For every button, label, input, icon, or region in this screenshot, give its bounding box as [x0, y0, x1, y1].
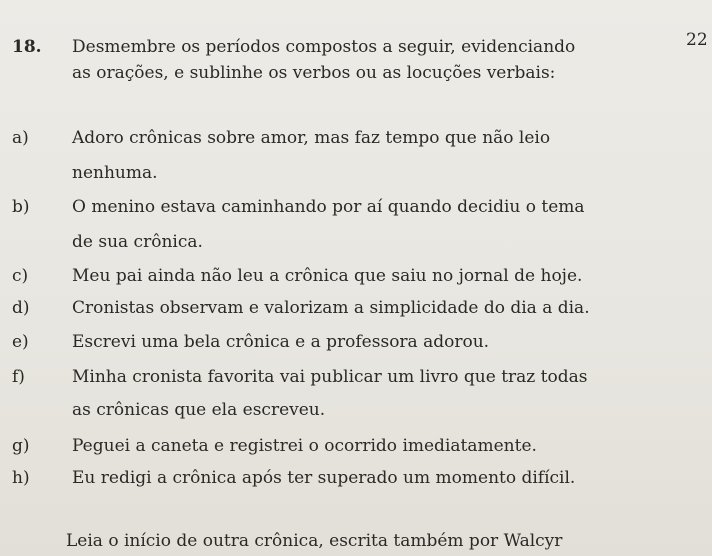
question-line-1 [12, 37, 576, 57]
item-f-label: f) [12, 367, 25, 387]
item-h-text: Eu redigi a crônica após ter superado um momento difícil. [72, 468, 576, 488]
footer-text: Leia o início de outra crônica, escrita também por Walcyr [66, 531, 563, 551]
item-b-text-1: O menino estava caminhando por aí quando decidiu o tema [72, 197, 585, 217]
item-f-text-2: as crônicas que ela escreveu. [72, 400, 326, 420]
item-a-text-1: Adoro crônicas sobre amor, mas faz tempo que não leio [72, 128, 551, 148]
item-b-text-2: de sua crônica. [72, 232, 203, 252]
item-h-label: h) [12, 468, 30, 488]
item-d-label: d) [12, 298, 30, 318]
question-text-1: Desmembre os períodos compostos a seguir, evidenciando [72, 37, 576, 57]
item-g-text: Peguei a caneta e registrei o ocorrido imediatamente. [72, 436, 537, 456]
page-number: 22 [686, 30, 708, 50]
item-a-text-2: nenhuma. [72, 163, 158, 183]
item-a-label: a) [12, 128, 29, 148]
item-b-label: b) [12, 197, 30, 217]
question-text-2: as orações, e sublinhe os verbos ou as locuções verbais: [72, 63, 556, 83]
item-f-text-1: Minha cronista favorita vai publicar um livro que traz todas [72, 367, 588, 387]
item-e-text: Escrevi uma bela crônica e a professora adorou. [72, 332, 490, 352]
item-c-label: c) [12, 266, 29, 286]
question-number: 18. [12, 37, 42, 57]
item-c-text: Meu pai ainda não leu a crônica que saiu no jornal de hoje. [72, 266, 583, 286]
item-g-label: g) [12, 436, 30, 456]
item-d-text: Cronistas observam e valorizam a simplicidade do dia a dia. [72, 298, 590, 318]
item-e-label: e) [12, 332, 29, 352]
